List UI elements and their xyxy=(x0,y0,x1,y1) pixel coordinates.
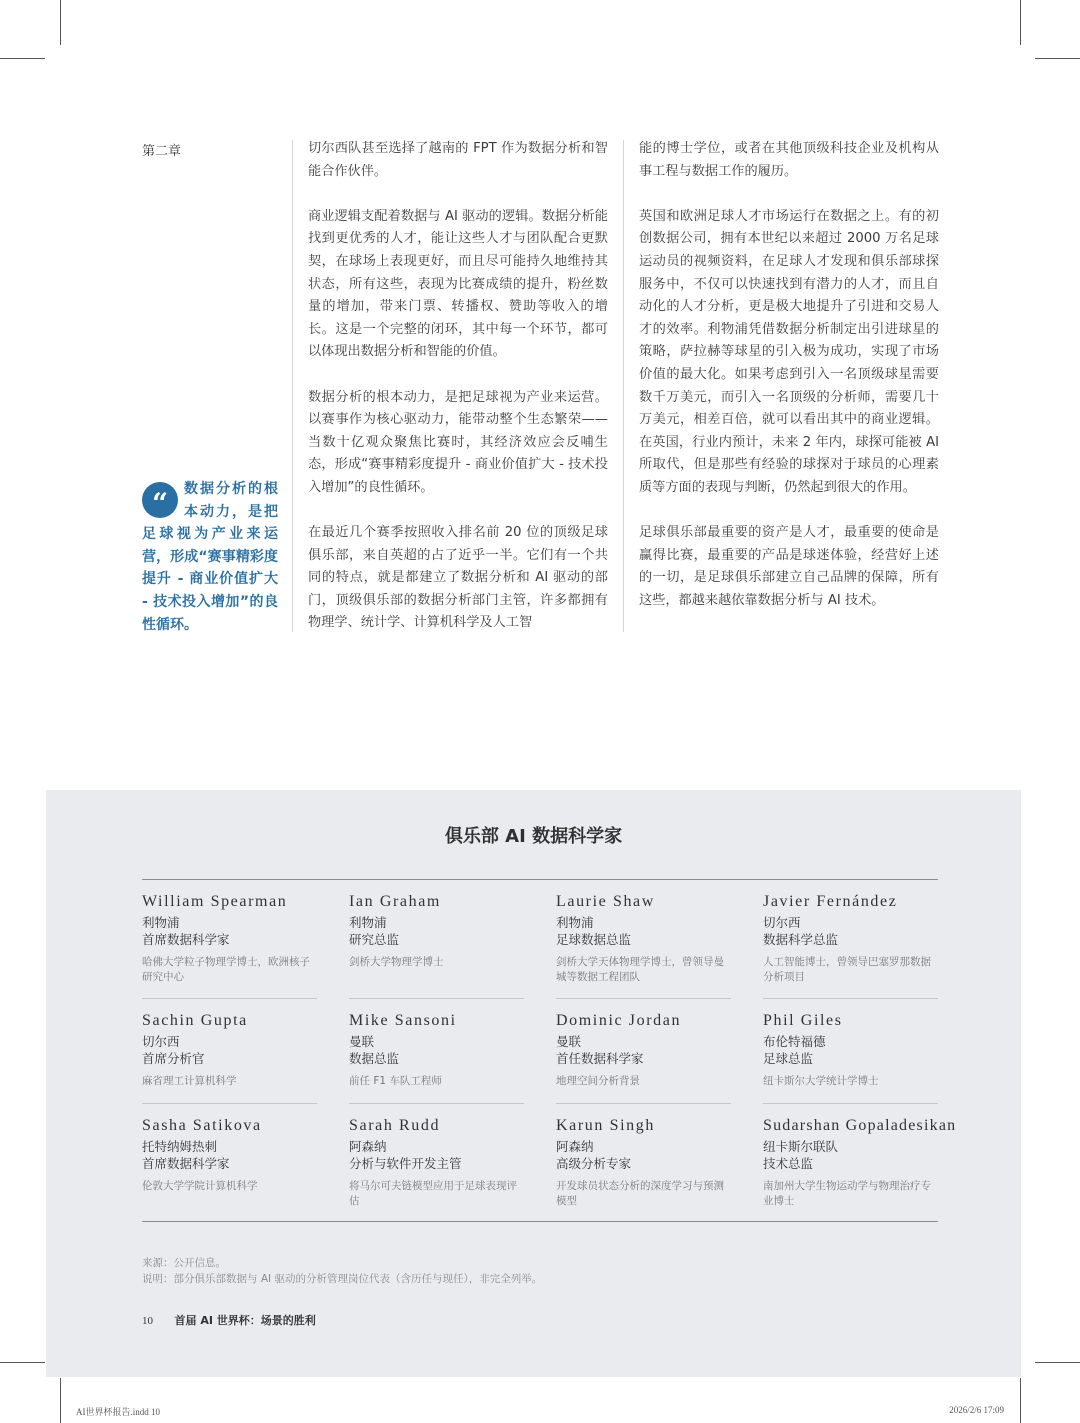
column-divider xyxy=(292,140,293,632)
body-column-2 xyxy=(639,138,939,635)
scientist-card xyxy=(763,1117,978,1209)
crop-mark xyxy=(0,58,45,59)
scientist-name: Sachin Gupta xyxy=(142,1012,248,1029)
note-line: 说明：部分俱乐部数据与 AI 驱动的分析管理岗位代表（含历任与现任），非完全列举。 xyxy=(142,1273,543,1285)
scientist-card xyxy=(763,893,948,985)
pull-quote-text: 数据分析的根本动力，是把足球视为产业来运营，形成“赛事精彩度提升 - 商业价值扩大 - 技术投入增加”的良性循环。 xyxy=(142,481,278,633)
scientist-background: 将马尔可夫链模型应用于足球表现评估 xyxy=(349,1180,517,1207)
scientist-name: Ian Graham xyxy=(349,893,441,910)
scientist-club: 阿森纳 xyxy=(556,1139,594,1154)
scientist-name: William Spearman xyxy=(142,893,288,910)
scientist-name: Sarah Rudd xyxy=(349,1117,441,1134)
crop-mark xyxy=(1020,0,1021,45)
source-note xyxy=(142,1255,542,1287)
page-number: 10 xyxy=(142,1315,153,1327)
pull-quote xyxy=(142,478,278,636)
scientist-name: Sasha Satikova xyxy=(142,1117,262,1134)
chapter-label: 第二章 xyxy=(142,144,182,159)
row-divider xyxy=(142,998,317,999)
scientist-role: 数据总监 xyxy=(349,1051,400,1066)
page-footer xyxy=(142,1312,316,1328)
scientist-role: 首席数据科学家 xyxy=(142,932,230,947)
scientist-background: 前任 F1 车队工程师 xyxy=(349,1075,442,1087)
row-divider xyxy=(349,998,524,999)
row-divider xyxy=(556,998,731,999)
scientist-club: 纽卡斯尔联队 xyxy=(763,1139,839,1154)
scientist-card xyxy=(349,1012,534,1089)
scientist-role: 首席数据科学家 xyxy=(142,1156,230,1171)
scientist-card xyxy=(556,893,741,985)
scientist-name: Phil Giles xyxy=(763,1012,843,1029)
scientist-background: 人工智能博士，曾领导巴塞罗那数据分析项目 xyxy=(763,956,931,983)
scientist-background: 哈佛大学粒子物理学博士，欧洲核子研究中心 xyxy=(142,956,310,983)
scientist-background: 麻省理工计算机科学 xyxy=(142,1075,237,1087)
scientist-name: Sudarshan Gopaladesikan xyxy=(763,1117,957,1134)
scientist-club: 曼联 xyxy=(556,1034,582,1049)
crop-mark xyxy=(60,0,61,45)
scientist-club: 阿森纳 xyxy=(349,1139,387,1154)
scientist-club: 利物浦 xyxy=(349,915,387,930)
panel-top-rule xyxy=(142,879,938,880)
scientist-background: 开发球员状态分析的深度学习与预测模型 xyxy=(556,1180,724,1207)
scientist-club: 利物浦 xyxy=(556,915,594,930)
body-column-1 xyxy=(308,138,608,658)
scientist-role: 首席分析官 xyxy=(142,1051,205,1066)
row-divider xyxy=(556,1103,731,1104)
scientist-role: 技术总监 xyxy=(763,1156,814,1171)
source-line: 来源：公开信息。 xyxy=(142,1257,226,1269)
panel-title: 俱乐部 AI 数据科学家 xyxy=(444,826,623,847)
panel-bottom-rule xyxy=(142,1221,938,1222)
scientist-background: 南加州大学生物运动学与物理治疗专业博士 xyxy=(763,1180,931,1207)
scientist-name: Laurie Shaw xyxy=(556,893,655,910)
scientist-role: 首任数据科学家 xyxy=(556,1051,644,1066)
paragraph: 数据分析的根本动力，是把足球视为产业来运营。以赛事作为核心驱动力，能带动整个生态繁荣——当数十亿观众聚焦比赛时，其经济效应会反哺生态，形成“赛事精彩度提升 - 商业价值扩大 - 技术投入增加”的良性循环。 xyxy=(308,389,608,495)
paragraph: 在最近几个赛季按照收入排名前 20 位的顶级足球俱乐部，来自英超的占了近乎一半。它们有一个共同的特点，就是都建立了数据分析和 AI 驱动的部门，顶级俱乐部的数据分析部门主管，许多都拥有物理学、统计学、计算机科学及人工智 xyxy=(308,525,608,631)
row-divider xyxy=(763,1103,938,1104)
scientist-club: 利物浦 xyxy=(142,915,180,930)
footer-title: 首届 AI 世界杯：场景的胜利 xyxy=(174,1314,316,1327)
paragraph: 商业逻辑支配着数据与 AI 驱动的逻辑。数据分析能找到更优秀的人才，能让这些人才与团队配合更默契，在球场上表现更好，而且尽可能持久地维持其状态，所有这些，表现为比赛成绩的提升，粉丝数量的增加，带来门票、转播权、赞助等收入的增长。这是一个完整的闭环，其中每一个环节，都可以体现出数据分析和智能的价值。 xyxy=(308,208,608,360)
crop-mark xyxy=(60,1378,61,1423)
paragraph: 英国和欧洲足球人才市场运行在数据之上。有的初创数据公司，拥有本世纪以来超过 2000 万名足球运动员的视频资料，在足球人才发现和俱乐部球探服务中，不仅可以快速找到有潜力的人才，而且自动化的人才分析，更是极大地提升了引进和交易人才的效率。利物浦凭借数据分析制定出引进球星的策略，萨拉赫等球星的引入极为成功，实现了市场价值的最大化。如果考虑到引入一名顶级球星需要数千万美元，而引入一名顶级的分析师，需要几十万美元，相差百倍，就可以看出其中的商业逻辑。在英国，行业内预计，未来 2 年内，球探可能被 AI 所取代，但是那些有经验的球探对于球员的心理素质等方面的表现与判断，仍然起到很大的作用。 xyxy=(639,208,939,495)
quote-icon: “ xyxy=(142,482,178,518)
scientist-card xyxy=(556,1012,741,1089)
scientist-club: 切尔西 xyxy=(142,1034,180,1049)
scientist-card xyxy=(556,1117,741,1209)
crop-mark xyxy=(1035,1362,1080,1363)
row-divider xyxy=(142,1103,317,1104)
row-divider xyxy=(763,998,938,999)
print-slug-date: 2026/2/6 17:09 xyxy=(949,1405,1004,1415)
crop-mark xyxy=(0,1362,45,1363)
scientist-card xyxy=(349,893,534,970)
scientist-club: 托特纳姆热刺 xyxy=(142,1139,218,1154)
scientist-club: 曼联 xyxy=(349,1034,375,1049)
scientist-card xyxy=(349,1117,534,1209)
scientist-role: 足球总监 xyxy=(763,1051,814,1066)
scientist-club: 布伦特福德 xyxy=(763,1034,826,1049)
paragraph: 足球俱乐部最重要的资产是人才，最重要的使命是赢得比赛，最重要的产品是球迷体验，经营好上述的一切，是足球俱乐部建立自己品牌的保障，所有这些，都越来越依靠数据分析与 AI 技术。 xyxy=(639,525,939,608)
row-divider xyxy=(349,1103,524,1104)
scientist-name: Mike Sansoni xyxy=(349,1012,457,1029)
scientist-role: 足球数据总监 xyxy=(556,932,632,947)
scientist-background: 纽卡斯尔大学统计学博士 xyxy=(763,1075,879,1087)
column-divider xyxy=(623,140,624,632)
scientist-role: 高级分析专家 xyxy=(556,1156,632,1171)
crop-mark xyxy=(1020,1378,1021,1423)
scientist-role: 分析与软件开发主管 xyxy=(349,1156,462,1171)
scientist-card xyxy=(142,893,327,985)
crop-mark xyxy=(1035,58,1080,59)
scientist-role: 研究总监 xyxy=(349,932,400,947)
scientist-card xyxy=(763,1012,948,1089)
scientist-card xyxy=(142,1117,327,1194)
scientist-name: Javier Fernández xyxy=(763,893,898,910)
paragraph: 能的博士学位，或者在其他顶级科技企业及机构从事工程与数据工作的履历。 xyxy=(639,141,939,179)
scientist-club: 切尔西 xyxy=(763,915,801,930)
scientist-background: 剑桥大学天体物理学博士，曾领导曼城等数据工程团队 xyxy=(556,956,724,983)
print-slug-file: AI世界杯报告.indd 10 xyxy=(76,1407,160,1417)
scientist-name: Karun Singh xyxy=(556,1117,655,1134)
scientist-background: 伦敦大学学院计算机科学 xyxy=(142,1180,258,1192)
paragraph: 切尔西队甚至选择了越南的 FPT 作为数据分析和智能合作伙伴。 xyxy=(308,141,608,179)
scientist-role: 数据科学总监 xyxy=(763,932,839,947)
scientist-background: 地理空间分析背景 xyxy=(556,1075,640,1087)
scientist-background: 剑桥大学物理学博士 xyxy=(349,956,444,968)
scientist-card xyxy=(142,1012,327,1089)
scientist-name: Dominic Jordan xyxy=(556,1012,682,1029)
